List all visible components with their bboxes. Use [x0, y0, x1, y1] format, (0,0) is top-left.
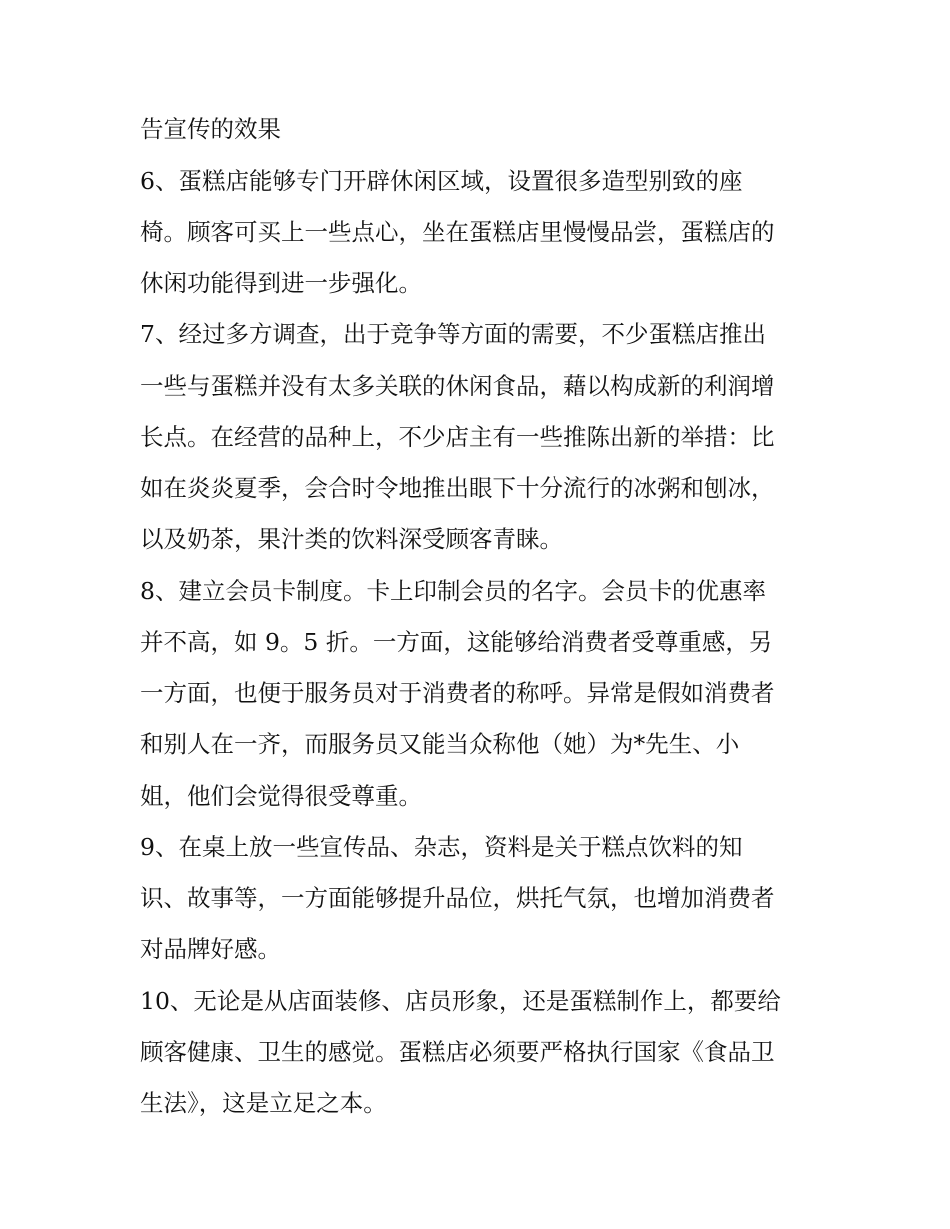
text-line: 7、经过多方调查，出于竞争等方面的需要，不少蛋糕店推出 — [140, 320, 766, 348]
text-line: 和别人在一齐，而服务员又能当众称他（她）为*先生、小 — [140, 730, 740, 758]
text-line: 休闲功能得到进一步强化。 — [140, 269, 422, 297]
text-line: 如在炎炎夏季，会合时令地推出眼下十分流行的冰粥和刨冰， — [140, 474, 775, 502]
text-line: 10、无论是从店面装修、店员形象，还是蛋糕制作上，都要给 — [140, 987, 781, 1015]
text-line: 生法》，这是立足之本。 — [140, 1089, 387, 1117]
text-line: 一些与蛋糕并没有太多关联的休闲食品，藉以构成新的利润增 — [140, 372, 775, 400]
text-line: 顾客健康、卫生的感觉。蛋糕店必须要严格执行国家《食品卫 — [140, 1038, 775, 1066]
text-line: 9、在桌上放一些宣传品、杂志，资料是关于糕点饮料的知 — [140, 833, 743, 861]
text-line: 一方面，也便于服务员对于消费者的称呼。异常是假如消费者 — [140, 679, 775, 707]
text-line: 以及奶茶，果汁类的饮料深受顾客青睐。 — [140, 525, 563, 553]
text-line: 长点。在经营的品种上，不少店主有一些推陈出新的举措：比 — [140, 423, 775, 451]
text-line: 椅。顾客可买上一些点心，坐在蛋糕店里慢慢品尝，蛋糕店的 — [140, 218, 775, 246]
text-line: 6、蛋糕店能够专门开辟休闲区域，设置很多造型别致的座 — [140, 167, 743, 195]
text-line: 8、建立会员卡制度。卡上印制会员的名字。会员卡的优惠率 — [140, 577, 766, 605]
text-line: 姐，他们会觉得很受尊重。 — [140, 782, 422, 810]
text-line: 告宣传的效果 — [140, 115, 281, 143]
text-line: 对品牌好感。 — [140, 935, 281, 963]
text-line: 识、故事等，一方面能够提升品位，烘托气氛，也增加消费者 — [140, 884, 775, 912]
text-line: 并不高，如 9。5 折。一方面，这能够给消费者受尊重感，另 — [140, 628, 773, 656]
